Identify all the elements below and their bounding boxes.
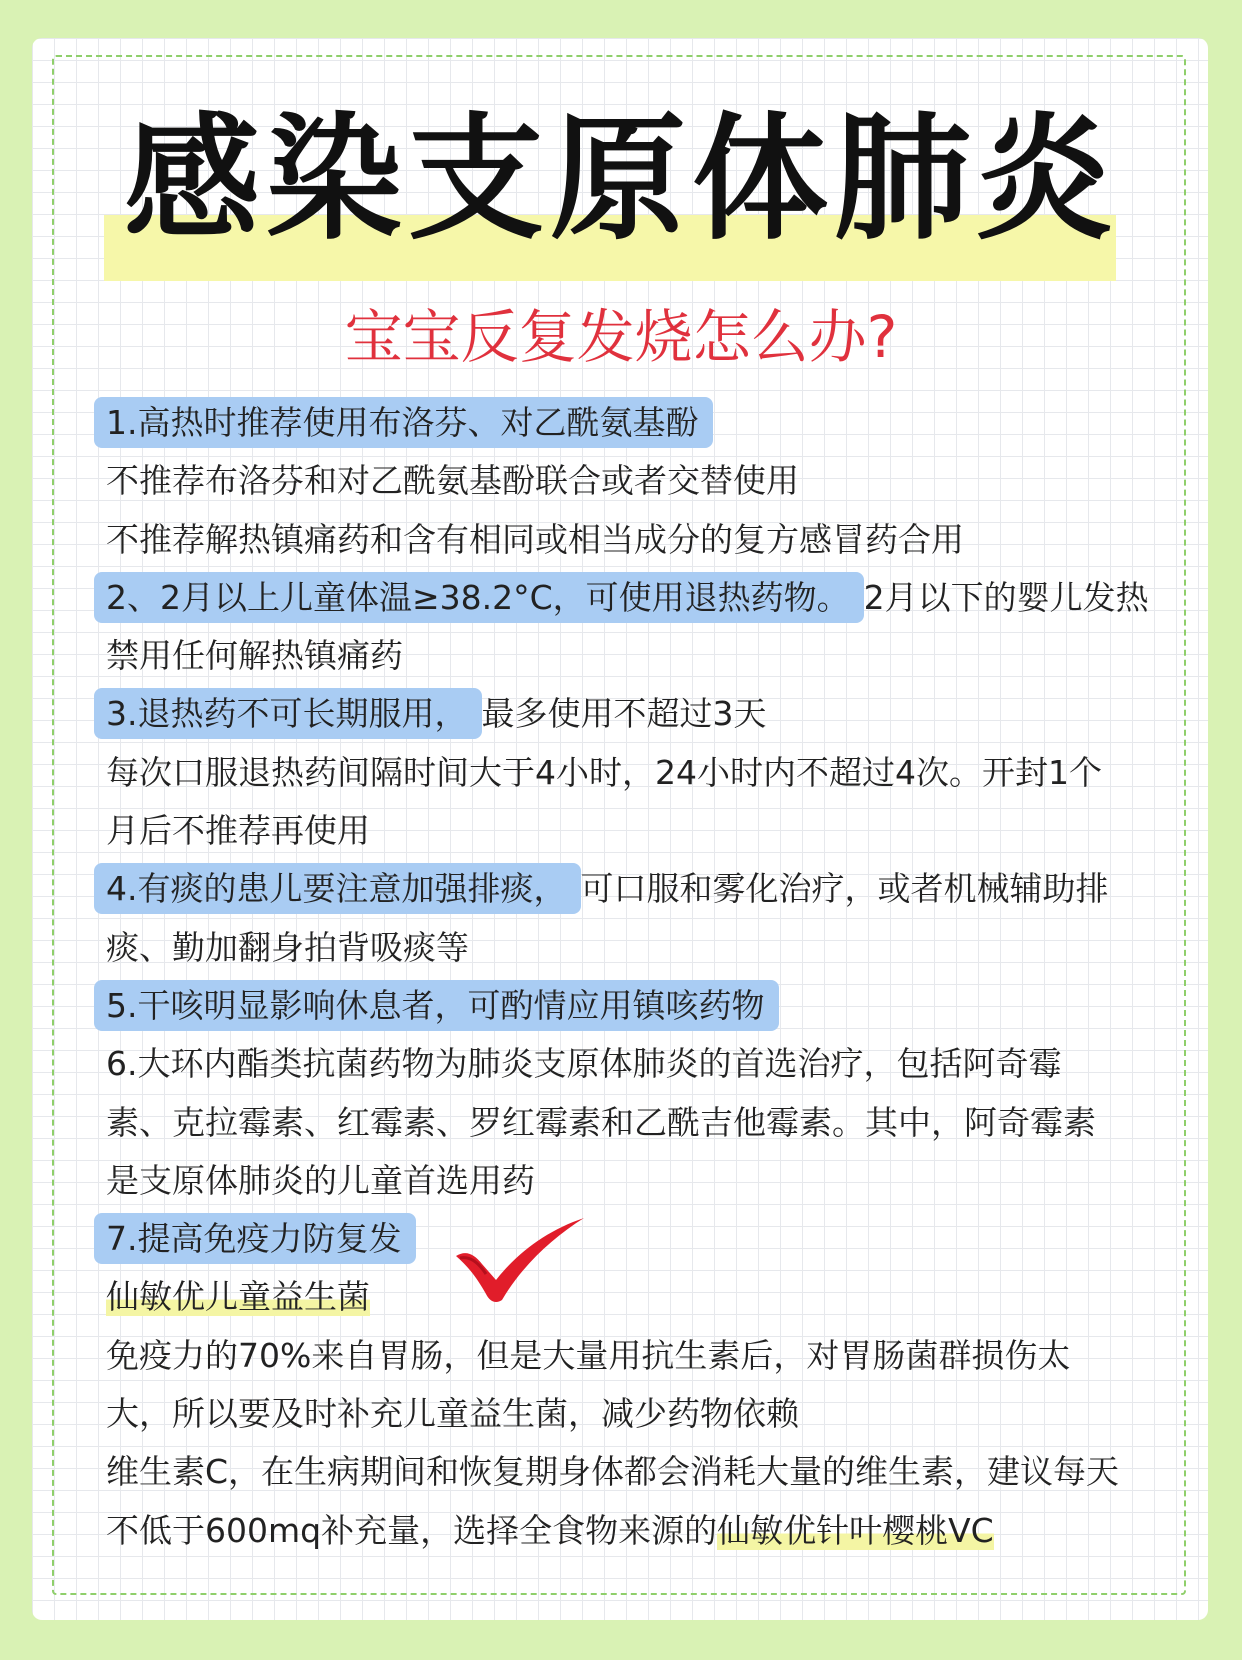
tip-7-heading: 7.提高免疫力防复发 [94, 1213, 416, 1264]
tip-4-detail: 痰、勤加翻身拍背吸痰等 [106, 927, 469, 967]
product-vc: 仙敏优针叶樱桃VC [717, 1510, 994, 1550]
tip-6-line-2: 素、克拉霉素、红霉素、罗红霉素和乙酰吉他霉素。其中，阿奇霉素 [106, 1102, 1096, 1142]
tip-3 [94, 685, 1124, 743]
tip-5 [94, 977, 1124, 1035]
product-probiotic: 仙敏优儿童益生菌 [106, 1277, 370, 1317]
tip-7-detail-2: 大，所以要及时补充儿童益生菌，减少药物依赖 [106, 1394, 799, 1434]
tip-7-product-1 [94, 1268, 1124, 1326]
tips-list [94, 394, 1149, 1560]
tip-2-text: 2月以下的婴儿发热 [863, 577, 1149, 617]
tip-7-detail-3: 维生素C，在生病期间和恢复期身体都会消耗大量的维生素，建议每天 [106, 1452, 1120, 1492]
tip-4 [94, 860, 1124, 918]
tip-7 [94, 1210, 1124, 1268]
tip-2-heading: 2、2月以上儿童体温≥38.2°C，可使用退热药物。 [94, 572, 864, 623]
tip-7-detail-4 [94, 1502, 1124, 1560]
tip-3-text: 最多使用不超过3天 [481, 694, 767, 734]
tip-3-detail-1: 每次口服退热药间隔时间大于4小时，24小时内不超过4次。开封1个 [106, 752, 1102, 792]
tip-1 [94, 394, 1124, 452]
tip-2-detail: 禁用任何解热镇痛药 [106, 636, 403, 676]
tip-6-line-3: 是支原体肺炎的儿童首选用药 [106, 1160, 535, 1200]
tip-1-detail-1: 不推荐布洛芬和对乙酰氨基酚联合或者交替使用 [106, 461, 799, 501]
tip-1-detail-2: 不推荐解热镇痛药和含有相同或相当成分的复方感冒药合用 [106, 519, 964, 559]
red-checkmark-icon [452, 1216, 588, 1306]
tip-3-heading: 3.退热药不可长期服用， [94, 688, 482, 739]
tip-7-detail-4-text: 不低于600mq补充量，选择全食物来源的 [106, 1510, 718, 1550]
page-subtitle: 宝宝反复发烧怎么办? [344, 303, 898, 371]
page-title: 感染支原体肺炎 [124, 101, 1118, 259]
tip-7-detail-1: 免疫力的70%来自胃肠，但是大量用抗生素后，对胃肠菌群损伤太 [106, 1335, 1071, 1375]
tip-4-text: 可口服和雾化治疗，或者机械辅助排 [580, 869, 1109, 909]
tip-5-heading: 5.干咳明显影响休息者，可酌情应用镇咳药物 [94, 980, 779, 1031]
tip-1-heading: 1.高热时推荐使用布洛芬、对乙酰氨基酚 [94, 397, 713, 448]
tip-4-heading: 4.有痰的患儿要注意加强排痰， [94, 863, 581, 914]
tip-6-line-1: 6.大环内酯类抗菌药物为肺炎支原体肺炎的首选治疗，包括阿奇霉 [106, 1044, 1062, 1084]
tip-2 [94, 569, 1149, 627]
tip-3-detail-2: 月后不推荐再使用 [106, 811, 370, 851]
